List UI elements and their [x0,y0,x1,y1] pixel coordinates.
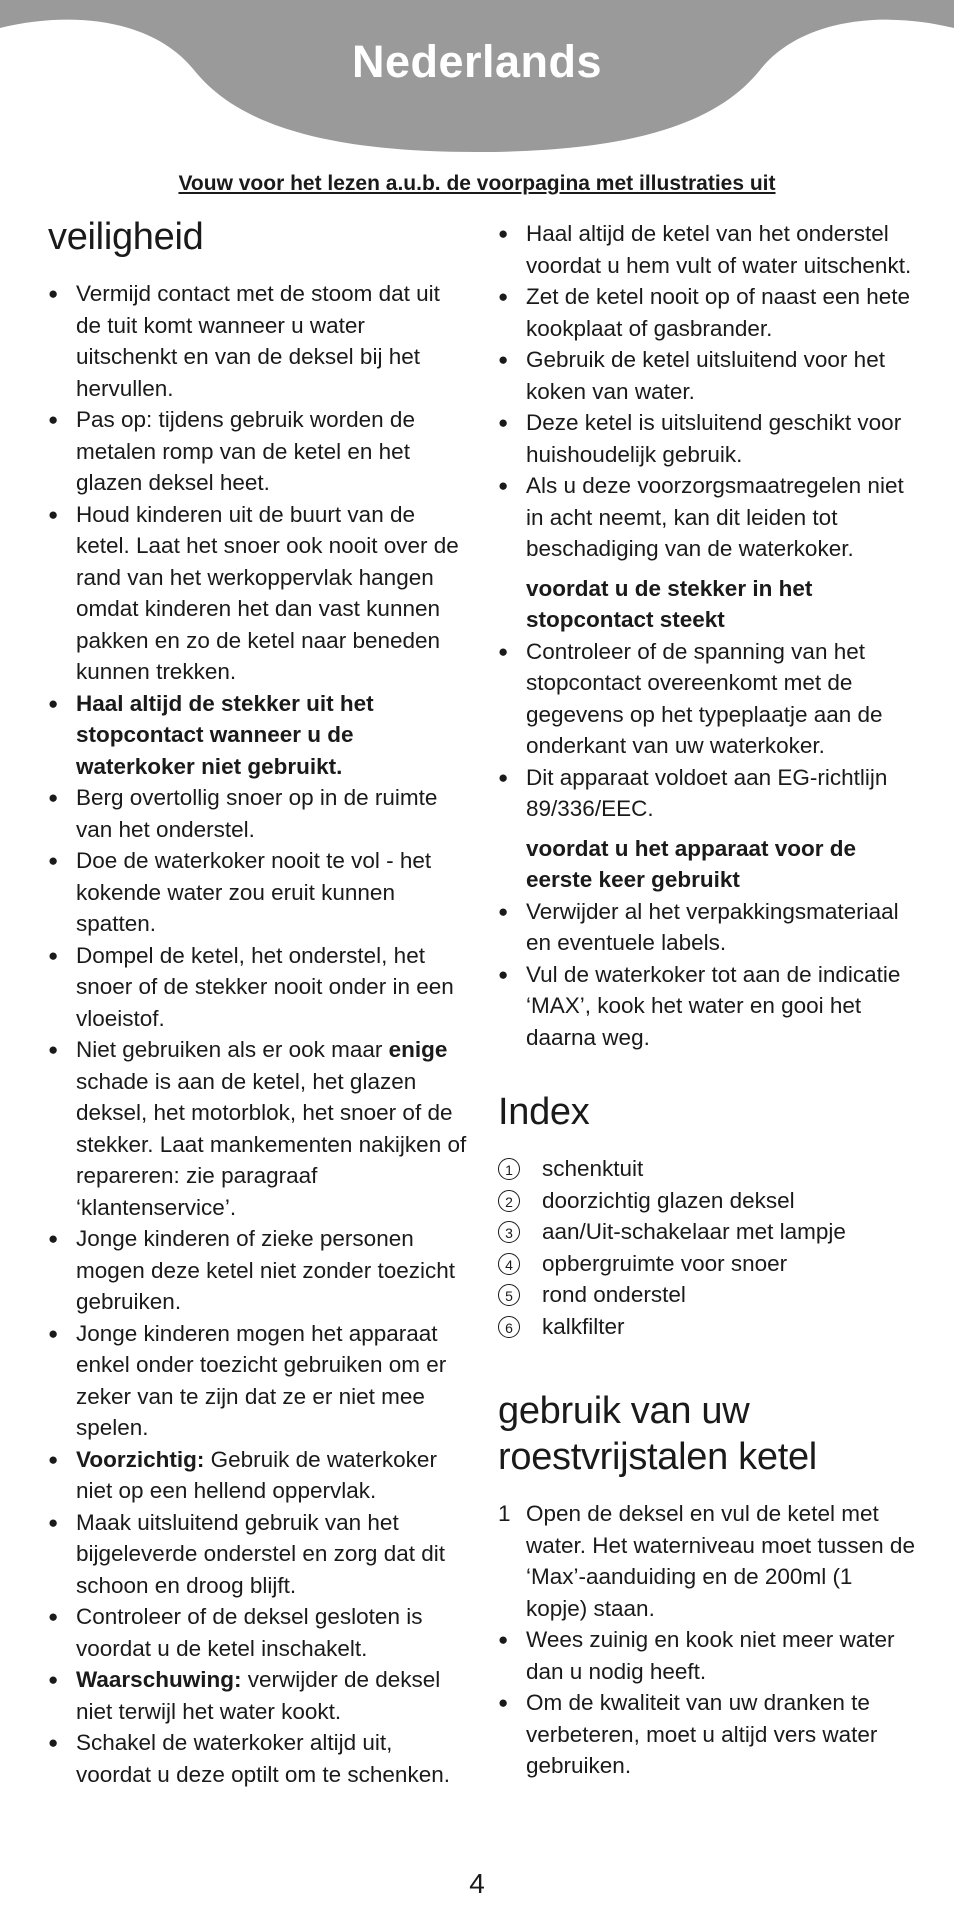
page-number: 4 [469,1868,485,1899]
list-item: ● Jonge kinderen of zieke personen mogen deze ketel niet zonder toezicht gebruiken. [48,1223,468,1318]
list-item: ● Berg overtollig snoer op in de ruimte van het onderstel. [48,782,468,845]
index-label: rond onderstel [542,1282,686,1307]
list-item: ● Maak uitsluitend gebruik van het bijgeleverde onderstel en zorg dat dit schoon en droog blijft. [48,1507,468,1602]
header-banner [0,0,954,155]
list-item: ● Dit apparaat voldoet aan EG-richtlijn 89/336/EEC. [498,762,918,825]
index-label: aan/Uit-schakelaar met lampje [542,1219,846,1244]
right-column [498,218,918,1782]
list-item: ● Vul de waterkoker tot aan de indicatie ‘MAX’, kook het water en gooi het daarna weg. [498,959,918,1054]
list-item: ● Jonge kinderen mogen het apparaat enkel onder toezicht gebruiken om er zeker van te zijn dat ze er niet mee spelen. [48,1318,468,1444]
list-item: ● Dompel de ketel, het onderstel, het snoer of de stekker nooit onder in een vloeistof. [48,940,468,1035]
list-item: ● Gebruik de ketel uitsluitend voor het koken van water. [498,344,918,407]
step-number: 1 [498,1501,511,1526]
list-item-bold: Waarschuwing: [76,1667,242,1692]
list-item: ● Als u deze voorzorgsmaatregelen niet in acht neemt, kan dit leiden tot beschadiging van de waterkoker. [498,470,918,565]
list-item: ● Om de kwaliteit van uw dranken te verbeteren, moet u altijd vers water gebruiken. [498,1687,918,1782]
list-item: ● Vermijd contact met de stoom dat uit de tuit komt wanneer u water uitschenkt en van de deksel bij het hervullen. [48,278,468,404]
index-label: opbergruimte voor snoer [542,1250,788,1276]
index-item [498,1311,918,1343]
index-number: 2 [498,1190,520,1212]
list-item: ● Controleer of de spanning van het stopcontact overeenkomt met de gegevens op het typeplaatje aan de onderkant van uw waterkoker. [498,636,918,762]
list-item: ● Verwijder al het verpakkingsmateriaal en eventuele labels. [498,896,918,959]
index-item [498,1185,918,1217]
list-item: ● Haal altijd de stekker uit het stopcontact wanneer u de waterkoker niet gebruikt. [48,688,468,783]
index-number: 4 [498,1253,520,1275]
index-number: 6 [498,1316,520,1338]
list-item: ● Doe de waterkoker nooit te vol - het kokende water zou eruit kunnen spatten. [48,845,468,940]
fold-instruction: Vouw voor het lezen a.u.b. de voorpagina met illustraties uit [178,172,776,195]
index-number: 1 [498,1158,520,1180]
index-list [498,1153,918,1342]
index-item [498,1279,918,1311]
list-item: ● Controleer of de deksel gesloten is voordat u de ketel inschakelt. [48,1601,468,1664]
index-number: 5 [498,1284,520,1306]
list-item-bold: Voorzichtig: [76,1446,205,1472]
index-item [498,1216,918,1248]
list-item: ● Deze ketel is uitsluitend geschikt voor huishoudelijk gebruik. [498,407,918,470]
list-item [48,1034,468,1223]
list-item: ● Haal altijd de ketel van het onderstel voordat u hem vult of water uitschenkt. [498,218,918,281]
heading-stekker: voordat u de stekker in het stopcontact steekt [526,575,813,632]
step-text: Open de deksel en vul de ketel met water. Het waterniveau moet tussen de ‘Max’-aanduiding en de 200ml (1 kopje) staan. [526,1501,915,1621]
safety-list [48,278,468,1790]
list-item: ● Schakel de waterkoker altijd uit, voordat u deze optilt om te schenken. [48,1727,468,1790]
safety-list-continued [498,218,918,565]
list-item [48,1444,468,1507]
index-label: schenktuit [542,1156,644,1181]
eerste-gebruik-list [498,896,918,1054]
list-item: ● Houd kinderen uit de buurt van de ketel. Laat het snoer ook nooit over de rand van het werkoppervlak hangen omdat kinderen het dan vast kunnen pakken en zo de ketel naar beneden kunnen trekken. [48,499,468,688]
list-item [498,1498,918,1624]
heading-gebruik: gebruik van uw roestvrijstalen ketel [498,1390,817,1478]
left-column [48,214,468,1790]
heading-eerste-gebruik: voordat u het apparaat voor de eerste keer gebruikt [526,835,857,892]
stekker-list [498,636,918,825]
list-item [48,1664,468,1727]
index-number: 3 [498,1221,520,1243]
heading-index: Index [498,1091,590,1133]
index-label: kalkfilter [542,1313,625,1339]
heading-veiligheid: veiligheid [48,216,204,258]
list-item-text: verwijder de deksel niet terwijl het water kookt. [76,1667,441,1724]
index-label: doorzichtig glazen deksel [542,1187,795,1213]
index-item [498,1248,918,1280]
list-item-text: Gebruik de waterkoker niet op een hellend oppervlak. [76,1446,437,1503]
list-item: ● Zet de ketel nooit op of naast een hete kookplaat of gasbrander. [498,281,918,344]
list-item-text: Niet gebruiken als er ook maar [76,1037,389,1062]
list-item-bold: enige [388,1037,448,1062]
index-item [498,1153,918,1185]
banner-title: Nederlands [351,36,603,87]
list-item-text: schade is aan de ketel, het glazen deksel, het motorblok, het snoer of de stekker. Laat mankementen nakijken of repareren: zie paragraaf ‘klantenservice’. [76,1068,467,1220]
list-item: ● Wees zuinig en kook niet meer water dan u nodig heeft. [498,1624,918,1687]
gebruik-list [498,1498,918,1782]
list-item: ● Pas op: tijdens gebruik worden de metalen romp van de ketel en het glazen deksel heet. [48,404,468,499]
